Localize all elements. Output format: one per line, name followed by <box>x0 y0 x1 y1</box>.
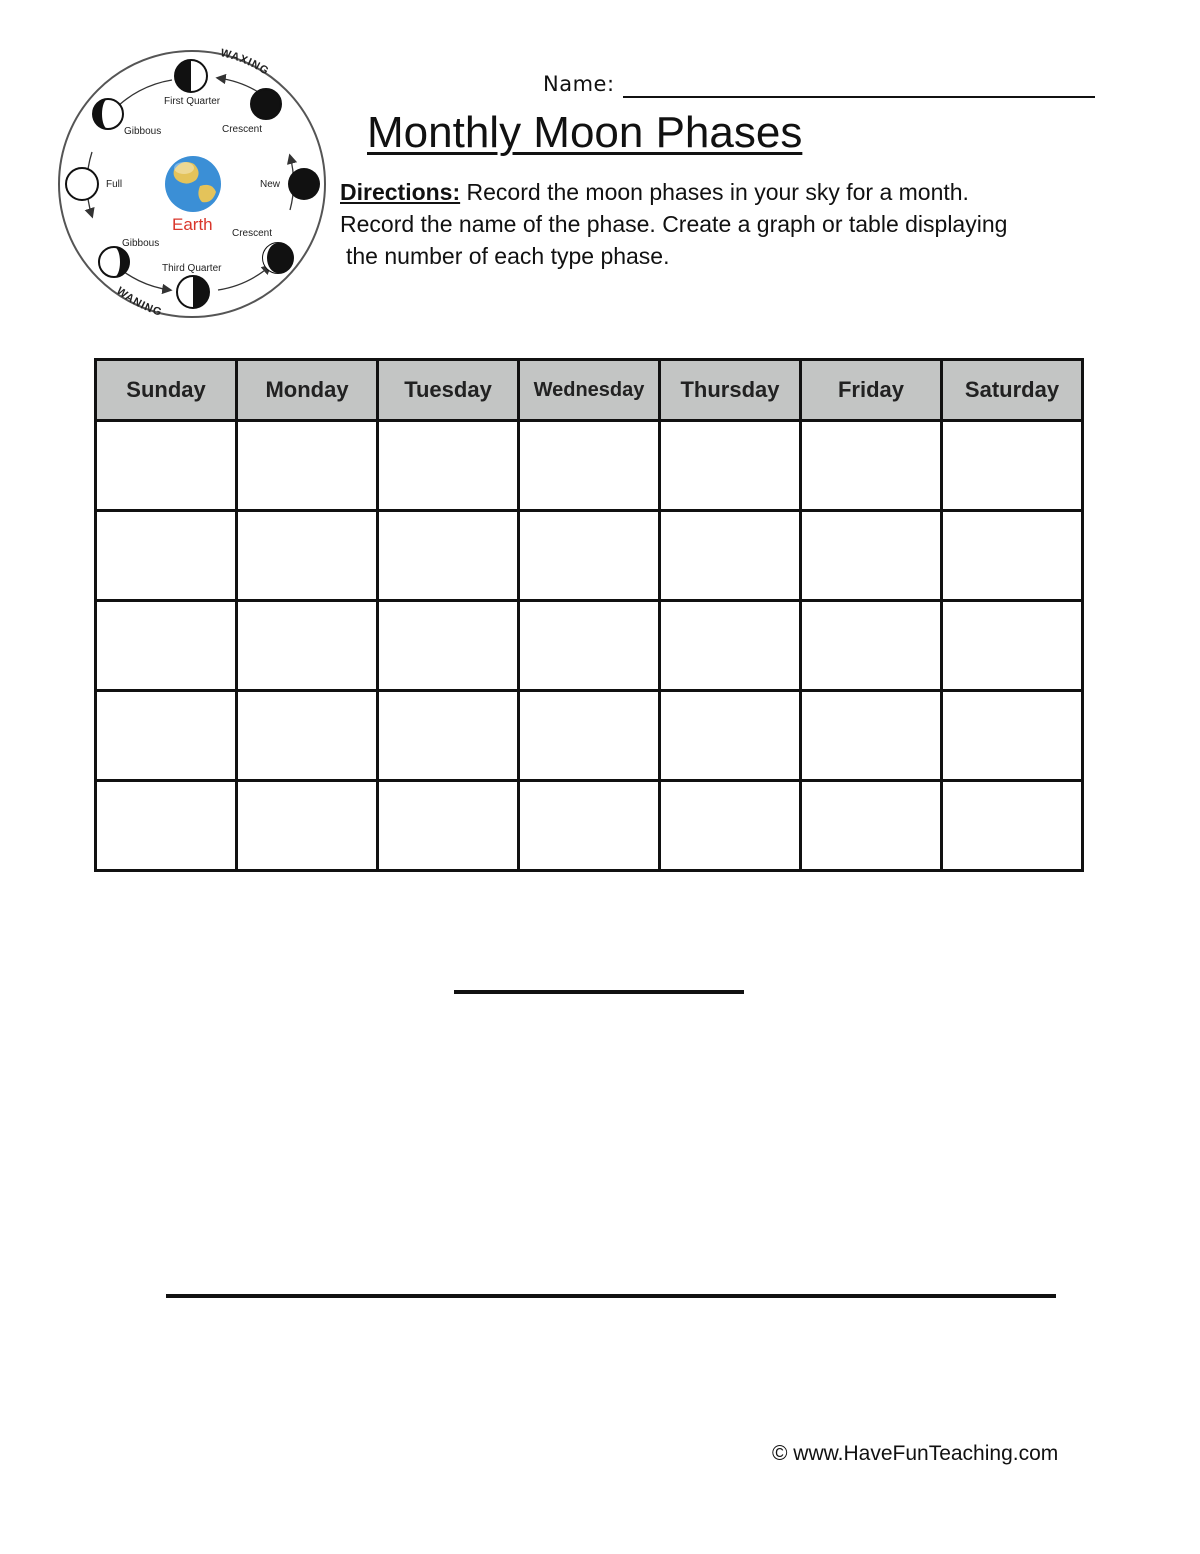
calendar-cell[interactable] <box>519 421 660 511</box>
calendar-cell[interactable] <box>942 781 1083 871</box>
waning-label: WANING <box>114 284 164 319</box>
calendar-week-row <box>96 781 1083 871</box>
directions-text-2: Record the name of the phase. Create a graph or table displaying <box>340 211 1008 237</box>
full-moon-icon <box>66 168 98 200</box>
waxing-label: WAXING <box>219 47 272 78</box>
calendar-week-row <box>96 421 1083 511</box>
earth-label: Earth <box>172 215 213 234</box>
waxing-crescent-label: Crescent <box>222 124 263 135</box>
calendar-cell[interactable] <box>942 601 1083 691</box>
page-title: Monthly Moon Phases <box>367 108 803 157</box>
waning-gibbous-label: Gibbous <box>122 238 160 249</box>
calendar-cell[interactable] <box>801 421 942 511</box>
calendar-cell[interactable] <box>660 601 801 691</box>
calendar-cell[interactable] <box>801 511 942 601</box>
calendar-cell[interactable] <box>519 781 660 871</box>
copyright-footer: © www.HaveFunTeaching.com <box>772 1442 1059 1465</box>
calendar-table <box>94 358 1084 872</box>
waxing-crescent-moon-icon <box>251 89 281 119</box>
third-quarter-moon-icon <box>177 276 209 308</box>
graph-title-line <box>454 990 744 994</box>
day-header-tuesday: Tuesday <box>378 360 519 421</box>
calendar-header-row <box>96 360 1083 421</box>
calendar-cell[interactable] <box>519 691 660 781</box>
full-label: Full <box>106 179 123 190</box>
calendar-week-row <box>96 511 1083 601</box>
name-label: Name: <box>543 72 615 96</box>
day-header-thursday: Thursday <box>660 360 801 421</box>
name-write-line <box>623 96 1095 98</box>
moon-phase-diagram <box>52 40 332 330</box>
first-quarter-moon-icon <box>175 60 207 92</box>
calendar-cell[interactable] <box>660 421 801 511</box>
moon-phase-diagram-svg <box>52 40 332 330</box>
calendar-cell[interactable] <box>519 601 660 691</box>
earth-globe-icon <box>165 156 221 212</box>
waning-crescent-label: Crescent <box>232 228 273 239</box>
day-header-sunday: Sunday <box>96 360 237 421</box>
calendar-cell[interactable] <box>378 421 519 511</box>
calendar-cell[interactable] <box>801 781 942 871</box>
calendar-cell[interactable] <box>237 781 378 871</box>
directions <box>340 176 1110 272</box>
day-header-wednesday: Wednesday <box>519 360 660 421</box>
waxing-gibbous-moon-icon <box>93 99 123 129</box>
orbit-arrow <box>218 266 270 290</box>
day-header-monday: Monday <box>237 360 378 421</box>
calendar-cell[interactable] <box>660 691 801 781</box>
calendar-cell[interactable] <box>378 781 519 871</box>
waning-gibbous-moon-icon <box>99 247 129 277</box>
new-label: New <box>260 179 281 190</box>
day-header-friday: Friday <box>801 360 942 421</box>
calendar-cell[interactable] <box>378 601 519 691</box>
calendar-cell[interactable] <box>237 421 378 511</box>
waning-crescent-moon-icon <box>263 243 293 273</box>
calendar-cell[interactable] <box>378 691 519 781</box>
calendar-cell[interactable] <box>801 601 942 691</box>
directions-label: Directions: <box>340 179 461 205</box>
calendar-cell[interactable] <box>378 511 519 601</box>
calendar-cell[interactable] <box>237 511 378 601</box>
directions-line-1 <box>340 176 1110 208</box>
calendar-cell[interactable] <box>801 691 942 781</box>
calendar-cell[interactable] <box>942 511 1083 601</box>
calendar-cell[interactable] <box>660 781 801 871</box>
calendar-week-row <box>96 601 1083 691</box>
calendar-cell[interactable] <box>96 691 237 781</box>
directions-text-3: the number of each type phase. <box>346 243 670 269</box>
calendar-cell[interactable] <box>942 691 1083 781</box>
calendar-cell[interactable] <box>237 601 378 691</box>
calendar-cell[interactable] <box>942 421 1083 511</box>
calendar-cell[interactable] <box>519 511 660 601</box>
calendar-cell[interactable] <box>96 781 237 871</box>
third-quarter-label: Third Quarter <box>162 263 222 274</box>
calendar-cell[interactable] <box>660 511 801 601</box>
directions-text-1: Record the moon phases in your sky for a month. <box>466 179 969 205</box>
calendar-week-row <box>96 691 1083 781</box>
first-quarter-label: First Quarter <box>164 96 221 107</box>
day-header-saturday: Saturday <box>942 360 1083 421</box>
new-moon-icon <box>288 168 320 200</box>
waxing-gibbous-label: Gibbous <box>124 126 162 137</box>
graph-baseline-line <box>166 1294 1056 1298</box>
calendar-cell[interactable] <box>96 511 237 601</box>
calendar-cell[interactable] <box>96 601 237 691</box>
name-field <box>543 72 1103 102</box>
calendar-cell[interactable] <box>237 691 378 781</box>
calendar-cell[interactable] <box>96 421 237 511</box>
